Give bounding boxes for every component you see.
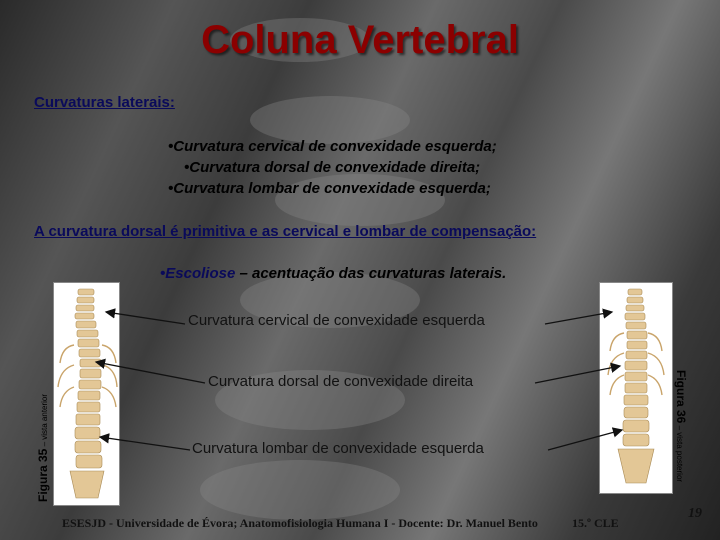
arrow-cervical-left [106, 312, 185, 324]
figure-36-sub: – vista posterior [675, 423, 684, 483]
page-number: 19 [688, 506, 702, 521]
bullet-dorsal: •Curvatura dorsal de convexidade direita; [184, 159, 481, 176]
scoliosis-definition: – acentuação das curvaturas laterais. [235, 265, 507, 282]
bullet-lumbar: •Curvatura lombar de convexidade esquerda; [168, 180, 491, 197]
arrow-cervical-right [545, 312, 612, 324]
label-dorsal-curvature: Curvatura dorsal de convexidade direita [208, 373, 474, 390]
lateral-curvatures-heading: Curvaturas laterais: [34, 94, 175, 111]
label-lumbar-curvature: Curvatura lombar de convexidade esquerda [192, 440, 484, 457]
figure-35-label: Figura 35 [36, 448, 50, 502]
slide-title: Coluna Vertebral [201, 18, 519, 62]
figure-36-label: Figura 36 [674, 370, 688, 424]
arrow-lumbar-left [100, 437, 190, 450]
label-cervical-curvature: Curvatura cervical de convexidade esquerda [188, 312, 485, 329]
bullet-cervical: •Curvatura cervical de convexidade esquerda; [168, 138, 497, 155]
footer-course: 15.º CLE [572, 516, 619, 530]
arrow-dorsal-right [535, 366, 620, 383]
primary-curvature-heading: A curvatura dorsal é primitiva e as cervical e lombar de compensação: [34, 223, 537, 240]
arrow-lumbar-right [548, 430, 622, 450]
arrow-dorsal-left [96, 362, 205, 383]
scoliosis-term: •Escoliose [160, 265, 236, 282]
figure-35-sub: – vista anterior [40, 393, 49, 449]
footer-credits: ESESJD - Universidade de Évora; Anatomofisiologia Humana I - Docente: Dr. Manuel Bento [62, 516, 538, 530]
